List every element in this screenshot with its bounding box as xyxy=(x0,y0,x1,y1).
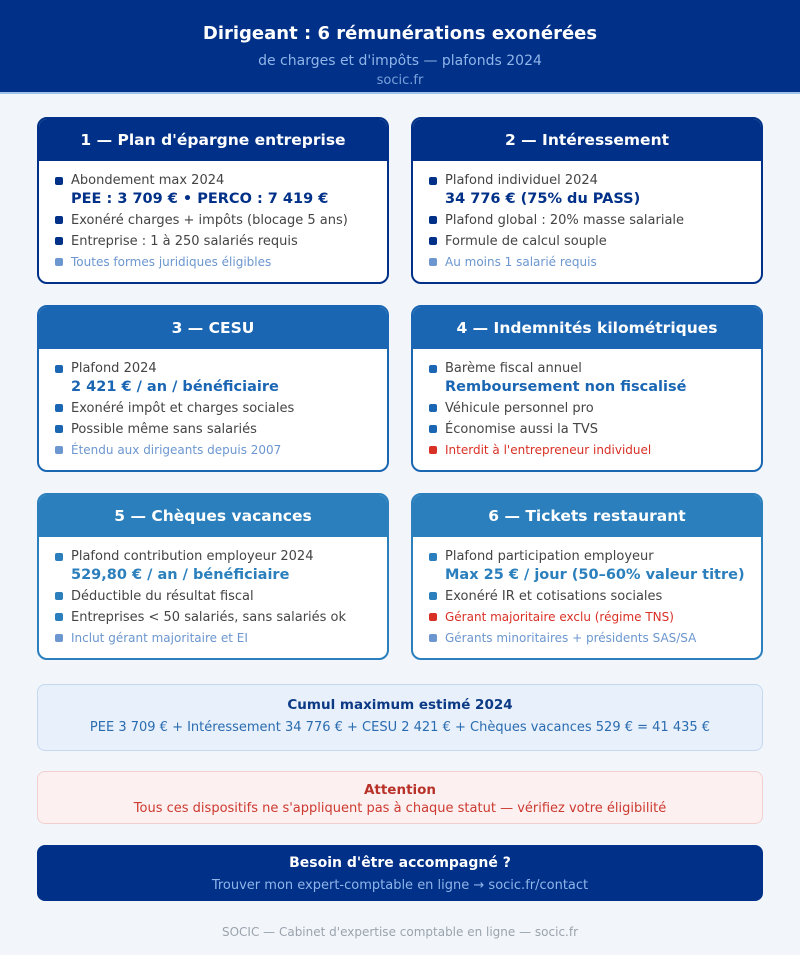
bullet-icon xyxy=(55,237,63,245)
list-item-text: Barème fiscal annuel xyxy=(445,361,582,376)
list-item-text: Toutes formes juridiques éligibles xyxy=(71,255,272,269)
card-highlight-value: Max 25 € / jour (50–60% valeur titre) xyxy=(445,567,745,583)
card-highlight-value: Remboursement non fiscalisé xyxy=(445,379,687,395)
list-item-text: Gérants minoritaires + présidents SAS/SA xyxy=(445,631,697,645)
header-site: socic.fr xyxy=(376,73,424,88)
card-title: 6 — Tickets restaurant xyxy=(413,495,761,537)
bullet-icon xyxy=(55,634,63,642)
card-title: 1 — Plan d'épargne entreprise xyxy=(39,119,387,161)
card-highlight-value: PEE : 3 709 € • PERCO : 7 419 € xyxy=(71,191,329,207)
list-item-note xyxy=(55,628,387,649)
list-item-text: Économise aussi la TVS xyxy=(445,422,598,437)
bullet-icon xyxy=(55,553,63,561)
card-title: 4 — Indemnités kilométriques xyxy=(413,307,761,349)
list-item-text: Entreprise : 1 à 250 salariés requis xyxy=(71,234,298,249)
bullet-icon xyxy=(429,425,437,433)
bullet-icon xyxy=(429,613,437,621)
card-pee xyxy=(37,117,389,284)
card-highlight-value: 34 776 € (75% du PASS) xyxy=(445,191,641,207)
card-title: 3 — CESU xyxy=(39,307,387,349)
bullet-icon xyxy=(55,425,63,433)
list-item-note xyxy=(429,252,761,273)
card-tickets-restaurant xyxy=(411,493,763,660)
cta-banner[interactable] xyxy=(37,845,763,901)
list-item-note xyxy=(429,440,761,461)
bullet-icon xyxy=(55,613,63,621)
list-item xyxy=(429,586,761,607)
list-item-text: Abondement max 2024 xyxy=(71,173,225,188)
card-cesu xyxy=(37,305,389,472)
bullet-icon xyxy=(429,237,437,245)
warning-title: Attention xyxy=(363,782,437,798)
cta-contact-link[interactable]: Trouver mon expert-comptable en ligne → socic.fr/contact xyxy=(211,878,589,893)
card-body xyxy=(39,537,387,649)
card-interessement xyxy=(411,117,763,284)
list-item-lead xyxy=(55,547,387,566)
bullet-icon xyxy=(429,634,437,642)
list-item-note xyxy=(55,252,387,273)
list-item-text: Inclut gérant majoritaire et EI xyxy=(71,631,248,645)
card-cheques-vacances xyxy=(37,493,389,660)
cta-title: Besoin d'être accompagné ? xyxy=(289,855,511,871)
bullet-icon xyxy=(429,553,437,561)
list-item xyxy=(55,607,387,628)
page-subtitle: de charges et d'impôts — plafonds 2024 xyxy=(258,53,542,69)
card-body xyxy=(413,161,761,273)
list-item-lead xyxy=(55,171,387,190)
list-item-note xyxy=(55,440,387,461)
list-item xyxy=(55,231,387,252)
warning-text: Tous ces dispositifs ne s'appliquent pas à chaque statut — vérifiez votre éligibilité xyxy=(133,801,667,816)
card-body xyxy=(413,537,761,649)
summary-title: Cumul maximum estimé 2024 xyxy=(287,697,513,713)
list-item xyxy=(429,607,761,628)
list-item-text: Formule de calcul souple xyxy=(445,234,607,249)
page-header xyxy=(0,0,800,94)
list-item-text: Véhicule personnel pro xyxy=(445,401,594,416)
bullet-icon xyxy=(55,365,63,373)
list-item xyxy=(429,398,761,419)
list-item xyxy=(55,398,387,419)
list-item-text: Étendu aux dirigeants depuis 2007 xyxy=(71,443,282,457)
list-item-text: Entreprises < 50 salariés, sans salariés ok xyxy=(71,610,347,625)
list-item-text: Plafond individuel 2024 xyxy=(445,173,598,188)
list-item-text: Plafond 2024 xyxy=(71,361,157,376)
page-title: Dirigeant : 6 rémunérations exonérées xyxy=(202,23,598,44)
card-body xyxy=(413,349,761,461)
list-item xyxy=(55,586,387,607)
bullet-icon xyxy=(429,404,437,412)
bullet-icon xyxy=(429,177,437,185)
summary-text: PEE 3 709 € + Intéressement 34 776 € + CESU 2 421 € + Chèques vacances 529 € = 41 435 € xyxy=(89,720,711,735)
card-title: 5 — Chèques vacances xyxy=(39,495,387,537)
bullet-icon xyxy=(429,216,437,224)
list-item-text: Exonéré IR et cotisations sociales xyxy=(445,589,663,604)
bullet-icon xyxy=(55,258,63,266)
card-body xyxy=(39,349,387,461)
list-item-text: Exonéré charges + impôts (blocage 5 ans) xyxy=(71,213,348,228)
card-indemnites-km xyxy=(411,305,763,472)
list-item-text: Gérant majoritaire exclu (régime TNS) xyxy=(445,610,674,624)
list-item xyxy=(429,210,761,231)
list-item-lead xyxy=(429,359,761,378)
list-item-text: Interdit à l'entrepreneur individuel xyxy=(445,443,652,457)
list-item xyxy=(55,210,387,231)
list-item-text: Plafond contribution employeur 2024 xyxy=(71,549,314,564)
bullet-icon xyxy=(55,216,63,224)
card-highlight-value: 529,80 € / an / bénéficiaire xyxy=(71,567,290,583)
bullet-icon xyxy=(55,446,63,454)
list-item-note xyxy=(429,628,761,649)
bullet-icon xyxy=(55,404,63,412)
list-item-lead xyxy=(429,171,761,190)
list-item-text: Déductible du résultat fiscal xyxy=(71,589,254,604)
bullet-icon xyxy=(429,365,437,373)
list-item-text: Possible même sans salariés xyxy=(71,422,257,437)
list-item xyxy=(429,419,761,440)
bullet-icon xyxy=(55,592,63,600)
list-item xyxy=(55,419,387,440)
list-item-lead xyxy=(429,547,761,566)
bullet-icon xyxy=(429,258,437,266)
list-item-text: Au moins 1 salarié requis xyxy=(445,255,597,269)
summary-box xyxy=(37,684,763,751)
bullet-icon xyxy=(429,592,437,600)
bullet-icon xyxy=(55,177,63,185)
card-title: 2 — Intéressement xyxy=(413,119,761,161)
card-highlight-value: 2 421 € / an / bénéficiaire xyxy=(71,379,279,395)
warning-box xyxy=(37,771,763,824)
list-item-text: Exonéré impôt et charges sociales xyxy=(71,401,295,416)
list-item-text: Plafond participation employeur xyxy=(445,549,654,564)
card-body xyxy=(39,161,387,273)
list-item-lead xyxy=(55,359,387,378)
footer-text: SOCIC — Cabinet d'expertise comptable en ligne — socic.fr xyxy=(221,925,579,939)
list-item xyxy=(429,231,761,252)
list-item-text: Plafond global : 20% masse salariale xyxy=(445,213,685,228)
bullet-icon xyxy=(429,446,437,454)
